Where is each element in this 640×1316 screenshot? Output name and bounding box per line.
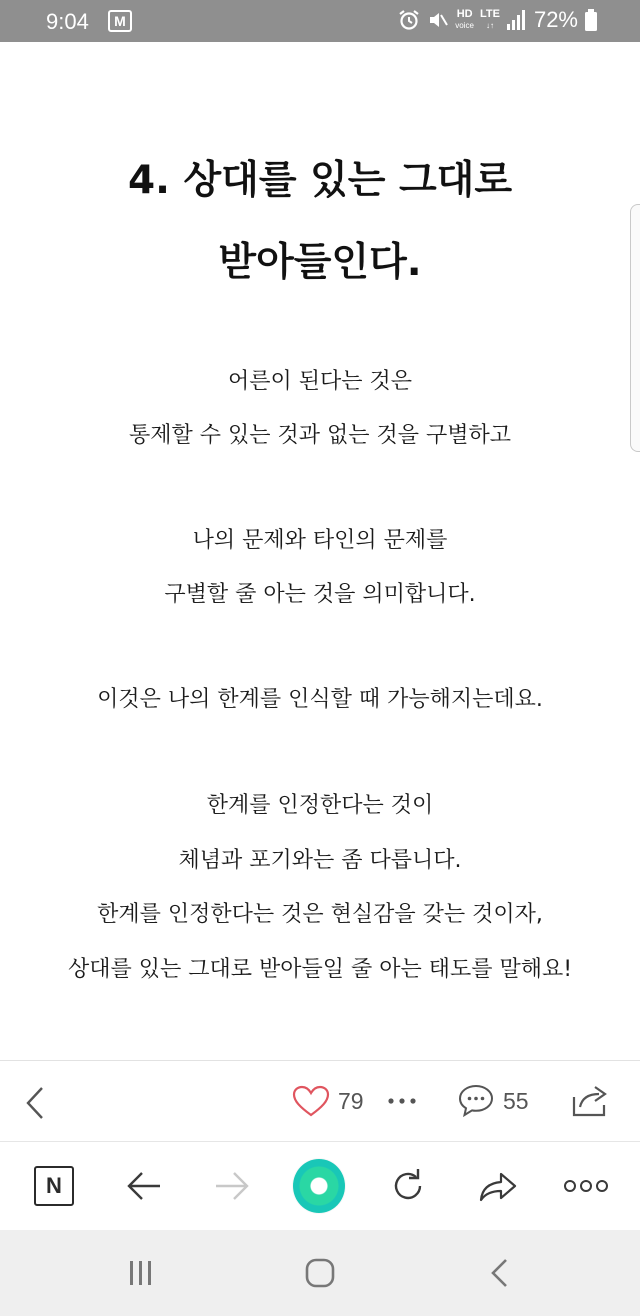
green-dot-icon — [293, 1159, 345, 1213]
share-icon — [570, 1083, 610, 1119]
paragraph-line: 한계를 인정한다는 것은 현실감을 갖는 것이자, — [97, 902, 543, 927]
green-dot-button[interactable] — [293, 1160, 345, 1212]
comment-button[interactable] — [457, 1083, 529, 1119]
reload-icon — [388, 1166, 428, 1206]
forward-share-icon — [477, 1168, 519, 1204]
comment-icon — [457, 1083, 495, 1119]
paragraph-line: 한계를 인정한다는 것이 — [206, 793, 434, 818]
back-chevron-icon — [488, 1257, 512, 1289]
article-content — [0, 42, 640, 1060]
notification-badge: M — [108, 10, 132, 32]
signal-icon — [506, 9, 526, 31]
browser-back-button[interactable] — [118, 1160, 170, 1212]
browser-forward-button[interactable] — [206, 1160, 258, 1212]
home-icon — [304, 1257, 336, 1289]
battery-icon — [584, 8, 598, 32]
arrow-left-icon — [124, 1168, 164, 1204]
status-time: 9:04 — [46, 9, 89, 34]
reload-button[interactable] — [382, 1160, 434, 1212]
share-button[interactable] — [472, 1160, 524, 1212]
alarm-icon — [397, 8, 421, 32]
status-icons — [397, 7, 598, 33]
hd-voice-indicator: HD voice — [455, 8, 474, 30]
browser-toolbar — [0, 1142, 640, 1230]
chevron-left-icon — [22, 1085, 50, 1121]
naver-home-button[interactable] — [28, 1160, 80, 1212]
arrow-right-icon — [212, 1168, 252, 1204]
system-back-button[interactable] — [475, 1248, 525, 1298]
recent-apps-icon — [126, 1259, 156, 1287]
edge-panel-handle[interactable] — [630, 204, 640, 452]
recent-apps-button[interactable] — [116, 1248, 166, 1298]
like-count: 79 — [338, 1087, 364, 1114]
mute-icon — [427, 9, 449, 31]
paragraph-line: 체념과 포기와는 좀 다릅니다. — [178, 848, 462, 873]
paragraph-line: 이것은 나의 한계를 인식할 때 가능해지는데요. — [97, 687, 543, 712]
more-options-button[interactable] — [386, 1089, 418, 1113]
system-nav-bar — [0, 1230, 640, 1316]
browser-menu-button[interactable] — [560, 1160, 612, 1212]
heart-icon — [292, 1085, 330, 1117]
home-button[interactable] — [295, 1248, 345, 1298]
more-circles-icon — [563, 1177, 609, 1195]
status-bar — [0, 0, 640, 42]
lte-indicator: LTE ↓↑ — [479, 8, 500, 30]
paragraph-line: 구별할 줄 아는 것을 의미합니다. — [164, 582, 476, 607]
paragraph-line: 나의 문제와 타인의 문제를 — [192, 528, 448, 553]
battery-percent: 72% — [533, 7, 578, 32]
share-post-button[interactable] — [570, 1083, 610, 1119]
post-action-bar — [0, 1060, 640, 1142]
paragraph-line: 어른이 된다는 것은 — [227, 369, 412, 394]
paragraph-line: 통제할 수 있는 것과 없는 것을 구별하고 — [129, 423, 511, 448]
more-dots-icon — [386, 1089, 418, 1113]
like-button[interactable] — [292, 1085, 364, 1117]
article-title-line-2: 받아들인다. — [218, 240, 422, 285]
article-title-line-1: 4. 상대를 있는 그대로 — [127, 158, 513, 203]
comment-count: 55 — [503, 1087, 529, 1114]
paragraph-line: 상대를 있는 그대로 받아들일 줄 아는 태도를 말해요! — [67, 957, 573, 982]
naver-logo-icon: N — [34, 1166, 74, 1206]
back-button[interactable] — [22, 1085, 50, 1121]
